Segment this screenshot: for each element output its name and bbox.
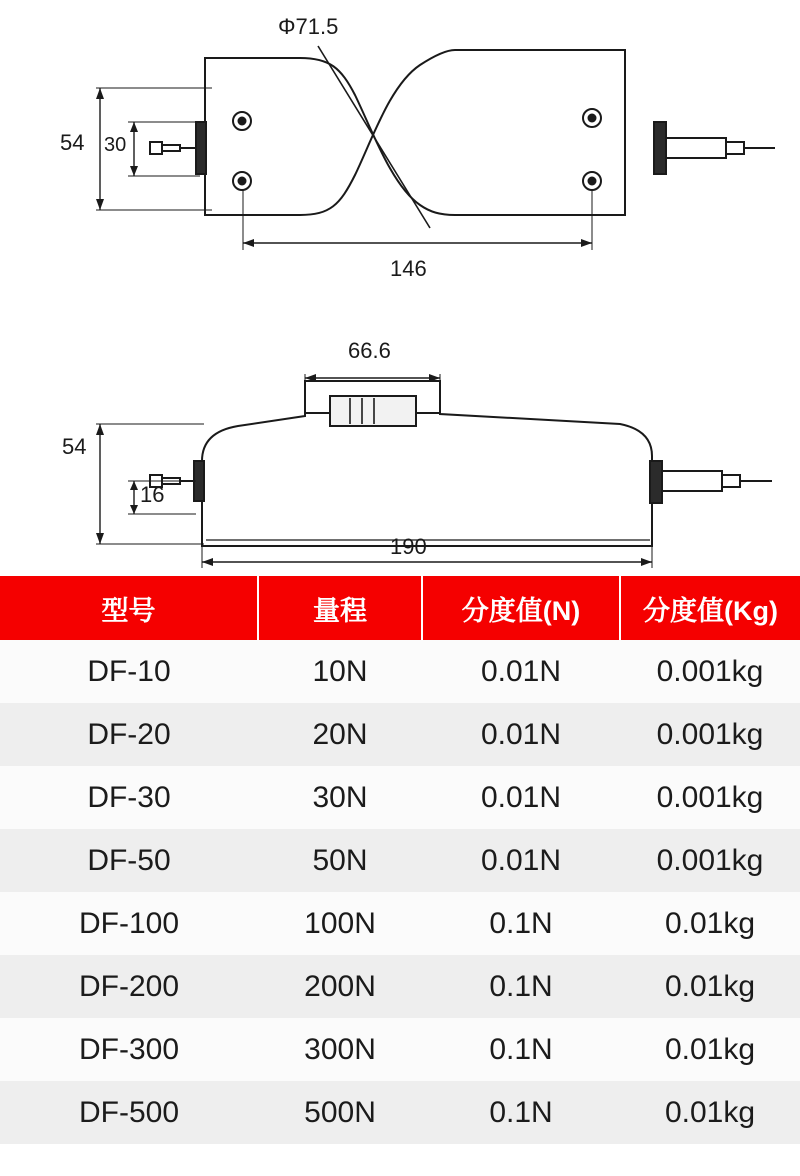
cell-model: DF-500 — [0, 1081, 258, 1144]
top-view-drawing — [0, 0, 800, 300]
dim-diameter: Φ71.5 — [278, 14, 339, 39]
cell-division-kg: 0.01kg — [620, 892, 800, 955]
table-header-row — [0, 576, 800, 640]
dim-side-length-overall: 190 — [390, 534, 427, 559]
cell-model: DF-20 — [0, 703, 258, 766]
table-row — [0, 892, 800, 955]
header-range: 量程 — [258, 576, 422, 640]
table-row — [0, 1081, 800, 1144]
cell-division-n: 0.01N — [422, 640, 620, 703]
cell-division-n: 0.01N — [422, 829, 620, 892]
cell-division-kg: 0.001kg — [620, 640, 800, 703]
header-division-kg: 分度值(Kg) — [620, 576, 800, 640]
cell-model: DF-10 — [0, 640, 258, 703]
cell-range: 100N — [258, 892, 422, 955]
cell-range: 50N — [258, 829, 422, 892]
table-row — [0, 640, 800, 703]
dim-grip-width: 66.6 — [348, 338, 391, 363]
cell-division-kg: 0.01kg — [620, 1081, 800, 1144]
dim-top-height-overall: 54 — [60, 130, 85, 155]
table-row — [0, 829, 800, 892]
dim-side-height-overall: 54 — [62, 434, 87, 459]
cell-division-n: 0.1N — [422, 955, 620, 1018]
cell-range: 20N — [258, 703, 422, 766]
table-row — [0, 955, 800, 1018]
cell-model: DF-200 — [0, 955, 258, 1018]
specification-table — [0, 576, 800, 1144]
cell-model: DF-100 — [0, 892, 258, 955]
cell-model: DF-300 — [0, 1018, 258, 1081]
table-row — [0, 703, 800, 766]
cell-division-kg: 0.01kg — [620, 955, 800, 1018]
side-view-drawing — [0, 316, 800, 576]
cell-division-n: 0.01N — [422, 766, 620, 829]
table-row — [0, 766, 800, 829]
cell-range: 500N — [258, 1081, 422, 1144]
cell-division-kg: 0.01kg — [620, 1018, 800, 1081]
cell-division-n: 0.1N — [422, 1018, 620, 1081]
cell-division-n: 0.1N — [422, 892, 620, 955]
dim-top-height-inner: 30 — [104, 134, 127, 156]
cell-model: DF-50 — [0, 829, 258, 892]
cell-division-kg: 0.001kg — [620, 766, 800, 829]
cell-range: 30N — [258, 766, 422, 829]
cell-range: 300N — [258, 1018, 422, 1081]
cell-division-kg: 0.001kg — [620, 703, 800, 766]
cell-division-n: 0.1N — [422, 1081, 620, 1144]
cell-range: 200N — [258, 955, 422, 1018]
dim-top-length-body: 146 — [390, 256, 427, 281]
cell-model: DF-30 — [0, 766, 258, 829]
cell-range: 10N — [258, 640, 422, 703]
cell-division-kg: 0.001kg — [620, 829, 800, 892]
header-model: 型号 — [0, 576, 258, 640]
cell-division-n: 0.01N — [422, 703, 620, 766]
dim-shaft-height: 16 — [140, 482, 165, 507]
table-row — [0, 1018, 800, 1081]
header-division-n: 分度值(N) — [422, 576, 620, 640]
